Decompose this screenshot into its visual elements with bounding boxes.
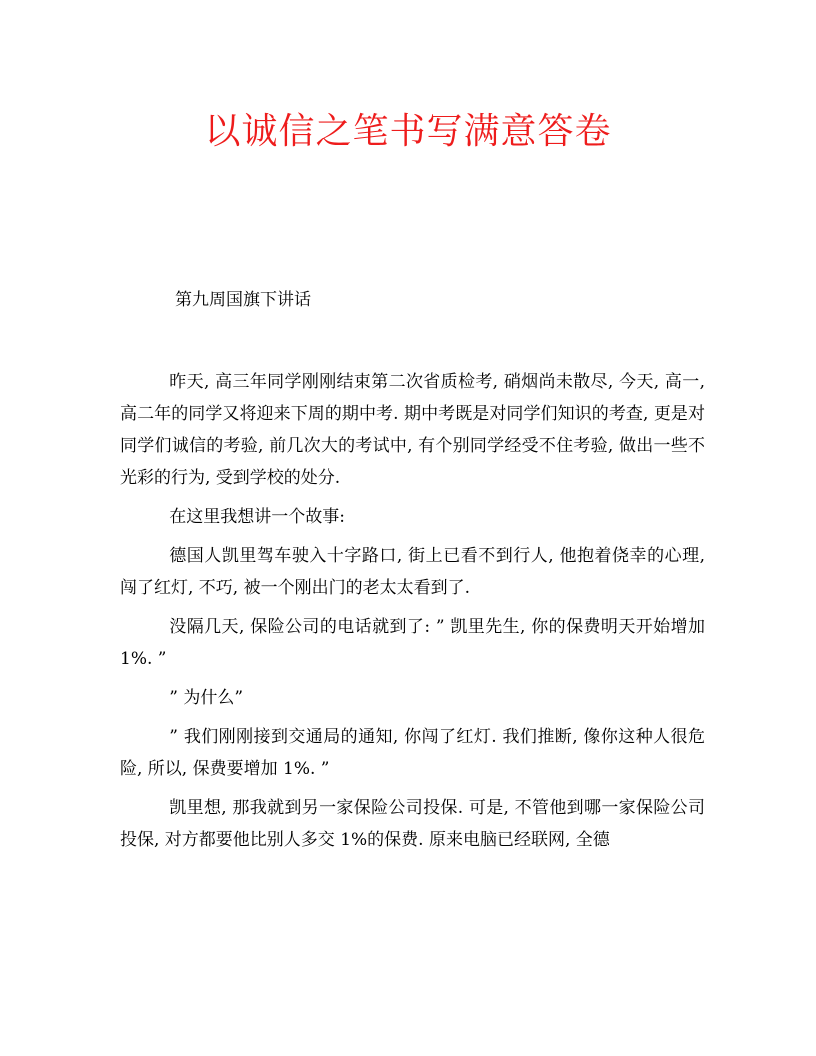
- paragraph: 在这里我想讲一个故事:: [169, 507, 346, 527]
- document-subtitle: 第九周国旗下讲话: [175, 290, 311, 310]
- paragraph: ” 为什么”: [169, 688, 244, 708]
- paragraph: ” 我们刚刚接到交通局的通知, 你闯了红灯. 我们推断, 像你这种人很危险, 所以, 保费要增加 1%. ”: [120, 727, 705, 779]
- paragraph: 没隔几天, 保险公司的电话就到了: ” 凯里先生, 你的保费明天开始增加 1%. ”: [120, 617, 705, 669]
- paragraph: 德国人凯里驾车驶入十字路口, 街上已看不到行人, 他抱着侥幸的心理, 闯了红灯, 不巧, 被一个刚出门的老太太看到了.: [120, 546, 705, 598]
- paragraph: 凯里想, 那我就到另一家保险公司投保. 可是, 不管他到哪一家保险公司投保, 对方都要他比别人多交 1%的保费. 原来电脑已经联网, 全德: [120, 798, 705, 850]
- document-body: [120, 366, 705, 863]
- paragraph: 昨天, 高三年同学刚刚结束第二次省质检考, 硝烟尚未散尽, 今天, 高一, 高二年的同学又将迎来下周的期中考. 期中考既是对同学们知识的考查, 更是对同学们诚信的考验, 前几次大的考试中, 有个别同学经受不住考验, 做出一些不光彩的行为, 受到学校的处分.: [120, 372, 705, 488]
- document-title: 以诚信之笔书写满意答卷: [204, 111, 612, 152]
